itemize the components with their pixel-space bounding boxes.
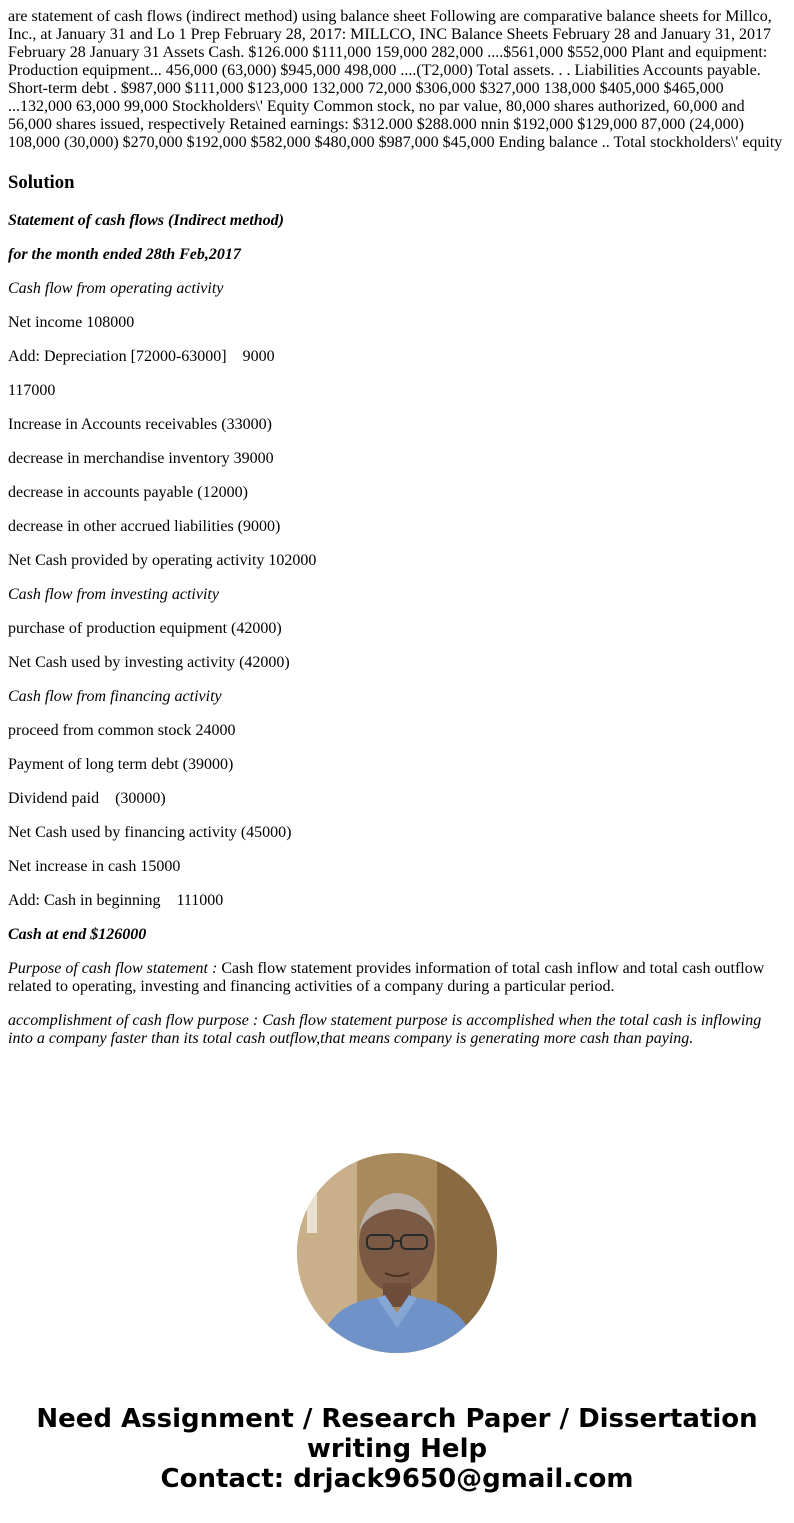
purchase-equipment-line: purchase of production equipment (42000) bbox=[8, 620, 282, 637]
net-investing-line: Net Cash used by investing activity (42000) bbox=[8, 654, 290, 671]
dividend-line: Dividend paid (30000) bbox=[8, 790, 166, 807]
accomplishment-paragraph: accomplishment of cash flow purpose : Cash flow statement purpose is accomplished when the total cash is inflowing into a company faster than its total cash outflow,that means company is generating more cash than paying. bbox=[8, 1012, 762, 1047]
net-financing-line: Net Cash used by financing activity (45000) bbox=[8, 824, 292, 841]
author-photo bbox=[297, 1153, 497, 1353]
purpose-text: Cash flow statement provides information of total cash inflow and total cash outflow related to operating, investing and financing activities of a company during a particular period. bbox=[8, 960, 765, 995]
subtotal-line: 117000 bbox=[8, 382, 56, 399]
promo-contact: Contact: drjack9650@gmail.com bbox=[160, 1464, 634, 1494]
receivables-line: Increase in Accounts receivables (33000) bbox=[8, 416, 272, 433]
statement-title: Statement of cash flows (Indirect method) bbox=[8, 212, 284, 229]
financing-heading: Cash flow from financing activity bbox=[8, 688, 222, 705]
purpose-paragraph bbox=[8, 960, 786, 996]
net-increase-line: Net increase in cash 15000 bbox=[8, 858, 181, 875]
accrued-line: decrease in other accrued liabilities (9000) bbox=[8, 518, 281, 535]
author-portrait-icon bbox=[297, 1153, 497, 1353]
solution-heading: Solution bbox=[8, 172, 75, 193]
statement-period: for the month ended 28th Feb,2017 bbox=[8, 246, 241, 263]
promo-line-1: Need Assignment / Research Paper / Dissertation bbox=[36, 1404, 758, 1434]
depreciation-line: Add: Depreciation [72000-63000] 9000 bbox=[8, 348, 275, 365]
promo-line-2: writing Help bbox=[306, 1434, 488, 1464]
net-operating-line: Net Cash provided by operating activity 102000 bbox=[8, 552, 317, 569]
cash-beginning-line: Add: Cash in beginning 111000 bbox=[8, 892, 224, 909]
payable-line: decrease in accounts payable (12000) bbox=[8, 484, 248, 501]
common-stock-line: proceed from common stock 24000 bbox=[8, 722, 236, 739]
cash-end-line: Cash at end $126000 bbox=[8, 926, 147, 943]
promo-banner bbox=[0, 1404, 794, 1494]
operating-heading: Cash flow from operating activity bbox=[8, 280, 224, 297]
inventory-line: decrease in merchandise inventory 39000 bbox=[8, 450, 274, 467]
net-income-line: Net income 108000 bbox=[8, 314, 135, 331]
long-term-debt-line: Payment of long term debt (39000) bbox=[8, 756, 234, 773]
purpose-label: Purpose of cash flow statement : bbox=[8, 960, 218, 977]
investing-heading: Cash flow from investing activity bbox=[8, 586, 219, 603]
question-text: are statement of cash flows (indirect method) using balance sheet Following are comparative balance sheets for Millco, Inc., at January 31 and Lo 1 Prep February 28, 2017: MILLCO, INC Balance Sheets February 28 and January 31, 2017 February 28 January 31 Assets Cash. $126.000 $111,000 159,000 282,000 ....$561,000 $552,000 Plant and equipment: Production equipment... 456,000 (63,000) $945,000 498,000 ....(T2,000) Total assets. . . Liabilities Accounts payable. Short-term debt . $987,000 $111,000 $123,000 132,000 72,000 $306,000 $327,000 138,000 $405,000 $465,000 ...132,000 63,000 99,000 Stockholders\' Equity Common stock, no par value, 80,000 shares authorized, 60,000 and 56,000 shares issued, respectively Retained earnings: $312.000 $288.000 nnin $192,000 $129,000 87,000 (24,000) 108,000 (30,000) $270,000 $192,000 $582,000 $480,000 $987,000 $45,000 Ending balance .. Total stockholders\' equity bbox=[8, 8, 783, 151]
